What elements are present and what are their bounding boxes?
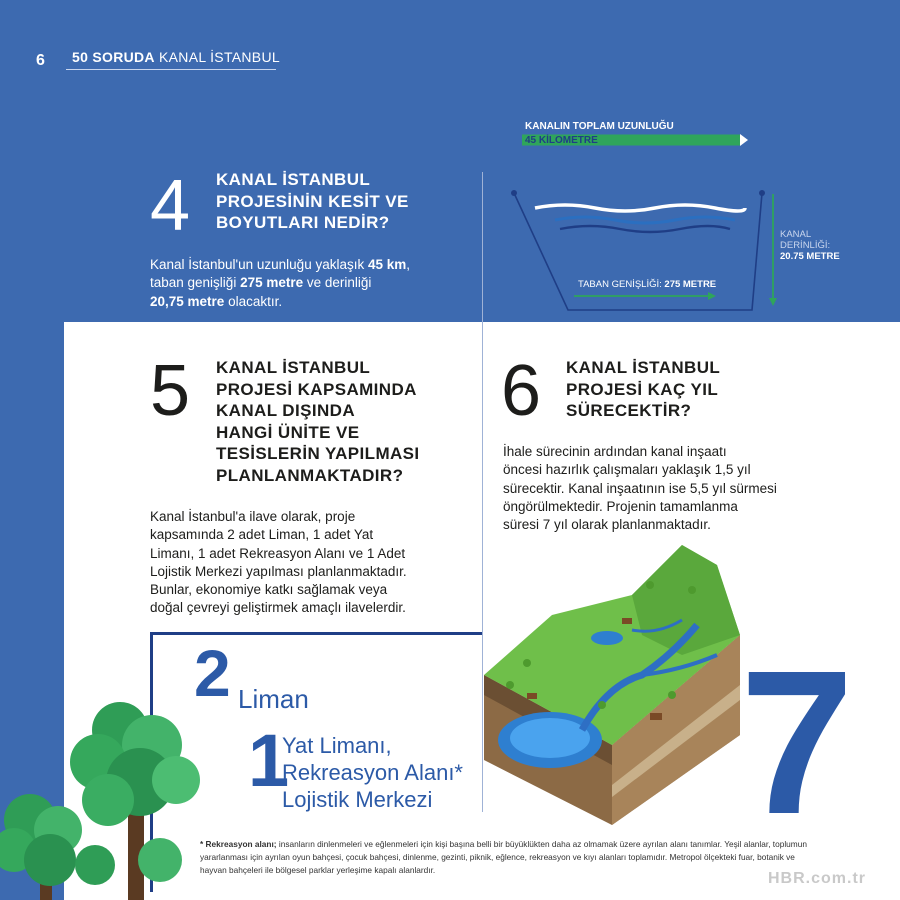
length-label: KANALIN TOPLAM UZUNLUĞU (525, 121, 674, 132)
running-header-rule (66, 69, 276, 70)
section6-body-line: İhale sürecinin ardından kanal inşaatı (503, 444, 727, 459)
section6-heading-line: KANAL İSTANBUL (566, 358, 721, 377)
section4-heading-line: PROJESİNİN KESİT VE (216, 191, 409, 211)
section5-heading-line: TESİSLERİN YAPILMASI (216, 444, 420, 463)
base-width-arrow-head (708, 292, 716, 300)
page-number: 6 (36, 52, 45, 69)
ports-label: Liman (238, 684, 309, 714)
facilities-list (282, 732, 463, 813)
facility-item: Yat Limanı, (282, 733, 392, 758)
base-value: 275 METRE (664, 279, 717, 290)
section5-heading-line: PROJESİ KAPSAMINDA (216, 379, 417, 399)
watermark: HBR.com.tr (768, 870, 867, 887)
section6-heading (566, 357, 720, 422)
section5-body (150, 508, 470, 618)
section5-body-line: Bunlar, ekonomiye katkı sağlamak veya (150, 582, 388, 598)
section4-body (150, 256, 470, 311)
depth-arrow-head (769, 298, 777, 306)
length-value: 45 KİLOMETRE (525, 135, 598, 146)
section4-heading (216, 169, 409, 234)
section5-body-line: Limanı, 1 adet Rekreasyon Alanı ve 1 Adet (150, 545, 406, 561)
section5-heading (216, 357, 420, 486)
depth-label-line: DERİNLİĞİ: (780, 240, 831, 251)
section6-body-line: öncesi hazırlık çalışmaları yaklaşık 1,5 yıl (503, 462, 751, 478)
section4-number: 4 (150, 166, 191, 246)
stats-box-top-rule (150, 632, 482, 635)
section6-number: 6 (501, 351, 542, 431)
section4-body-line: Kanal İstanbul'un uzunluğu yaklaşık 45 km, (150, 257, 411, 272)
depth-label (780, 229, 840, 262)
big-seven-years: 7 (740, 628, 855, 857)
footnote-term: * Rekreasyon alanı; (200, 839, 277, 849)
facility-item: Lojistik Merkezi (282, 787, 433, 812)
base-label-text: TABAN GENİŞLİĞİ: (578, 279, 662, 290)
section5-heading-line: HANGİ ÜNİTE VE (216, 422, 360, 442)
section4-heading-line: KANAL İSTANBUL (216, 170, 371, 189)
section6-body (503, 443, 833, 534)
section6-heading-line: SÜRECEKTİR? (566, 401, 692, 420)
section6-heading-line: PROJESİ KAÇ YIL (566, 379, 719, 399)
section6-body-line: sürecektir. Kanal inşaatının ise 5,5 yıl sürmesi (503, 480, 777, 496)
section6-body-line: süresi 7 yıl olarak planlanmaktadır. (503, 517, 711, 533)
trees-illustration (0, 700, 200, 900)
water-wave (560, 226, 730, 232)
section6-body-line: öngörülmektedir. Projenin tamamlanma (503, 498, 738, 514)
section5-heading-line: PLANLANMAKTADIR? (216, 465, 404, 485)
section5-heading-line: KANAL İSTANBUL (216, 358, 371, 377)
water-wave (555, 217, 735, 223)
section5-heading-line: KANAL DIŞINDA (216, 401, 356, 420)
facility-item: Rekreasyon Alanı* (282, 760, 463, 785)
ports-number: 2 (194, 636, 231, 710)
canal-landscape-illustration (482, 535, 742, 825)
base-label (578, 279, 716, 290)
section5-body-line: kapsamında 2 adet Liman, 1 adet Yat (150, 527, 374, 543)
running-header (72, 49, 280, 65)
footnote-text: insanların dinlenmeleri ve eğlenmeleri için kişi başına belli bir büyüklükten daha az olmamak üzere ayrılan alanı tanımlar. Yeşil alanlar, toplumun yararlanması için ayrılan oyun bahçesi, çocuk bahçesi, dinlenme, gezinti, piknik, eğlence, rekreasyon ve kıyı alanları toplamıdır. Metropol ölçekteki fuar, botanik ve hayvan bahçeleri ile bölgesel parklar yerleşime kapalı alanlardır. (200, 839, 807, 875)
section5-number: 5 (150, 351, 191, 431)
section5-body-line: Lojistik Merkezi yapılması planlanmaktadır. (150, 563, 407, 579)
running-header-rest: KANAL İSTANBUL (154, 49, 280, 65)
water-wave (535, 205, 745, 211)
footnote (200, 838, 815, 877)
depth-value: 20.75 METRE (780, 251, 840, 262)
section4-body-line: 20,75 metre olacaktır. (150, 293, 283, 309)
length-arrow-head (740, 134, 748, 146)
running-header-bold: 50 SORUDA (72, 49, 155, 65)
facilities-number: 1 (248, 719, 290, 802)
depth-label-line: KANAL (780, 229, 812, 240)
section5-body-line: Kanal İstanbul'a ilave olarak, proje (150, 509, 356, 524)
section5-body-line: doğal çevreyi geliştirmek amaçlı ilavelerdir. (150, 600, 406, 616)
canal-edge-dot (511, 190, 517, 196)
section4-body-line: taban genişliği 275 metre ve derinliği (150, 275, 372, 291)
canal-edge-dot (759, 190, 765, 196)
section4-heading-line: BOYUTLARI NEDİR? (216, 213, 390, 232)
